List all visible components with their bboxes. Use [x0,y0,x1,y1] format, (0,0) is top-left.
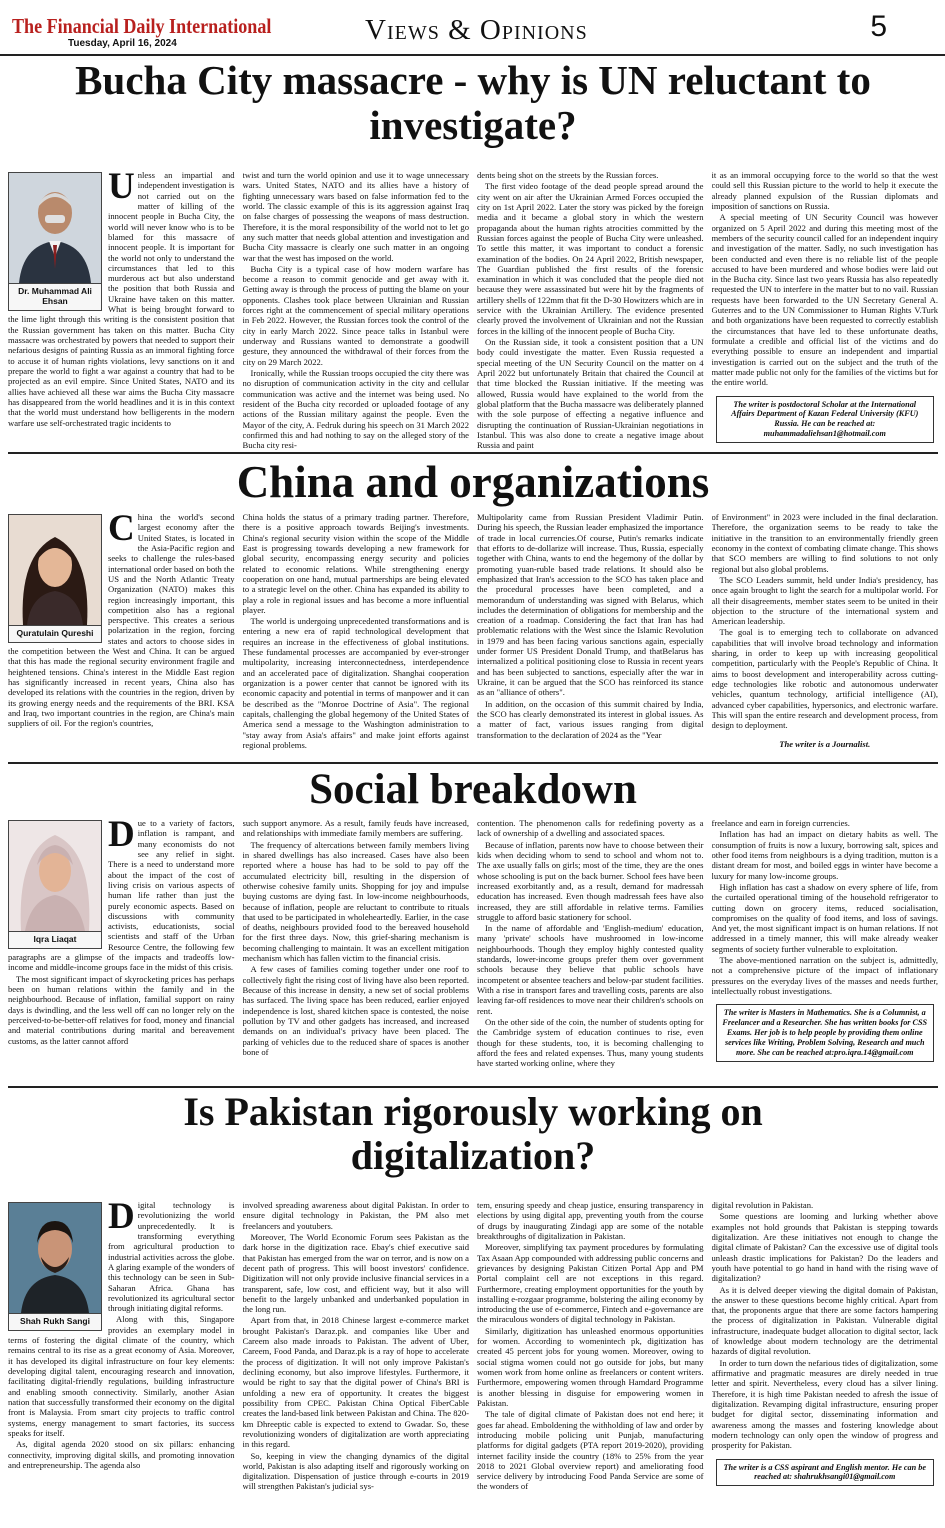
article-column [477,818,704,1084]
paper-date: Tuesday, April 16, 2024 [68,38,177,49]
article-paragraph: As, digital agenda 2020 stood on six pillars: enhancing connectivity, improving digital skills, and promoting innovation and entrepreneurship. The agenda also [8,1439,235,1470]
article-paragraph: digital revolution in Pakistan. [711,1200,814,1210]
article-paragraph: The SCO Leaders summit, held under India's presidency, has once again brought to light the search for a multipolar world. For all their disagreements, member states seem to be united in their objection to the structure of the international system and American leadership. [711,574,938,627]
article-paragraph: On the Russian side, it took a consistent position that a UN body could investigate the matter. Even Russia requested a special meeting of the UN Security Council on the matter on 4 April 2022 but unfortunately Britain that chaired the Council at that time blocked the Russian initiative. If the meeting was allowed, Russia would have explained to the world from the global platform that the Bucha massacre was deliberately planned with the sole purpose of effecting a negative influence and disrupting the continuation of Russian-Ukrainian negotiations in Istanbul. This was also done to create a negative image about Russia and paint [477,337,704,450]
article-paragraph: Apart from that, in 2018 Chinese largest e-commerce market brought Pakistan's Daraz.pk. and companies like Uber and Careem also made inroads to Pakistan. The advent of Uber, Careem, Food Panda, and Daraz.pk is a ray of hope to accelerate the process of digitization. It will not only improve Pakistan's declining economy, but also improve lifestyles. Furthermore, it would be right to say that the digital power of China's BRI is unfolding a new era of opportunity. It creates the biggest possibility from CPEC. Pakistan China Optical FiberCable creates the land-based link between Pakistan and China. The 820-km Dhreeptic cable is expected to extend to Gwadar. So, these revolutionizing wonders of digitalization are worth appreciating in this regard. [242,1315,469,1450]
article-column [8,1200,235,1524]
article-paragraph: dents being shot on the streets by the Russian forces. [477,170,659,180]
article-paragraph: Inflation has had an impact on dietary habits as well. The consumption of fruits is now a luxury, borrowing salt, spices and other food items from neighbours is a dying tradition, mutton is a distant dream for most, and boiled eggs in winter have become a luxury for many low-income groups. [711,829,938,881]
article-paragraph: Multipolarity came from Russian President Vladimir Putin. During his speech, the Russian leader emphasized the importance of trade in local currencies.Of course, Putin's remarks indicate that efforts to de-dollarize will increase. Thus, Russia, especially together with China, wants to end the hegemony of the dollar by promoting yuan-ruble based trade relations. It should also be emphasized that Iran's accession to the SCO has taken place and the procedural processes have been completed, and a memorandum of understanding was signed with Belarus, which includes the determination of obligations for membership and the creation of a roadmap. Considering the fact that Iran has had problematic relations with the West since the Islamic Revolution in 1979 and has been facing various sanctions again, especially under former US President Donald Trump, and thatBelarus has internalized a political positioning close to Russia in recent years and has been subjected to sanctions, especially after the war in Ukraine, it can be argued that the SCO has reinforced its stance as an "alliance of others". [477,512,704,698]
writer-note: The writer is Masters in Mathematics. She is a Columnist, a Freelancer and a Researcher. She has written books for CSS Exams. Her job is to help people by providing them online services like Writing, Problem Solving, Research and much more. She can be reached at:pro.iqra.14@gmail.com [716,1004,935,1061]
article-paragraph: ue to a variety of factors, inflation is rampant, and many economists do not see any relief in sight. There is a need to understand more about the impact of the cost of living crisis on various aspects of human life rather than just the purely economic aspects. Based on discussions with community activists, educationists, social scientists and staff of the Urban Resource Centre, the following few paragraphs are a glimpse of the impacts and tradeoffs low-income and middle-income groups face in the midst of this crisis. [8,818,235,973]
article-paragraph: The above-mentioned narration on the subject is, admittedly, not a comprehensive picture of the impact of inflationary pressures on the everyday lives of the masses and needs further, intellectually robust investigations. [711,955,938,996]
author-name: Iqra Liaqat [9,931,101,948]
drop-cap: U [108,170,135,207]
article-paragraph: hina the world's second largest economy after the United States, is located in the Asia-Pacific region and seeks to challenge the rules-based international order based on both the US and the North Atlantic Treaty Organization (NATO) makes this region increasingly important, this competition also has a regional perspective. This creates a serious polarization in the region, forcing states and actors to choose sides in the competition between the West and China. It can be argued that this has made the regional security environment fragile and heightened tensions. China's interest in the Middle East region has significantly increased in recent years, China also has developed its relations with the countries in the region, driven by its growing energy needs and the requirements of the BRI. KSA and Iraq, two important countries in the region, are China's main suppliers of oil. For the region's countries, [8,512,235,729]
article-paragraph: High inflation has cast a shadow on every sphere of life, from the curtailed operational timing of the household refrigerator to cutting down on grocery items, reduced socialisation, compromises on the quality of food items, and loss of savings. And yet, the most significant impact is on human relations. If not addressed in a timely manner, this will make already weaker segments of society further vulnerable to exploitation. [711,881,938,954]
article-column [712,818,939,1084]
article-paragraph: In the name of affordable and 'English-medium' education, many 'private' schools have mushroomed in low-income neighbourhoods. Though they employ highly contested quality standards, lower-income groups prefer them over government schools because they believe that public schools have incompetent or absentee teachers and below-par student facilities. With a rise in transport fares and travelling costs, parents are also leaving far-off residences to move near their children's schools on rent. [477,923,704,1016]
author-photo [9,515,101,625]
article-column [243,512,470,760]
author-photo [9,173,101,283]
author-photo [9,821,101,931]
article-column [712,512,939,760]
article-digitalization [8,1090,938,1526]
article-paragraph: contention. The phenomenon calls for redefining poverty as a lack of ownership of a dwelling and associated spaces. [477,818,704,839]
article-paragraph: The first video footage of the dead people spread around the city went on air after the Ukrainian Armed Forces occupied the city on 1st April 2022. Later the story was picked by the foreign media and it became a global story in which the western propaganda about the human rights atrocities committed by the Russian forces against the people of Bucha City were unleashed. To settle this matter, it was important to conduct a forensic examination of the bodies. On 24 April 2022, British newspaper, The Guardian published the first results of the forensic examination in which it was concluded that the people died not because they were assassinated but were hit by the fragments of artillery shells of 122mm that fit the D-30 Howitzers which are in service with the Ukrainian Artillery. The evidence presented clearly proved the involvement of Ukrainian and not the Russian forces in the killing of the innocent people of Bucha City. [477,181,704,336]
article-column [8,170,235,450]
article-paragraph: In order to turn down the nefarious tides of digitalization, some affirmative and pragmatic measures are direly needed in true letter and spirit. Nevertheless, every cloud has a silver lining. Therefore, it is high time Pakistan needed to afresh the issue of digitalization. Revamping digital infrastructure, ensuring proper budget for digital sector, disseminating information and awareness among the masses and fostering knowledge about modern technology can only open the window of progress and prosperity for Pakistan. [711,1357,938,1451]
article-paragraph: A special meeting of UN Security Council was however organized on 5 April 2022 and during this meeting most of the members of the security council called for an independent inquiry and investigation of the matter. Sadly, no such investigation has been conducted and even there is no reliable list of the people accused to have been murdered and whose bodies were laid out in the Bucha city. Since last two years Russia has also repeatedly requested the UN to interfere in the matter but to no vail. Russian requests have been forwarded to the UN Secretary General A. Guterres and to the UN Commissioner to Human Rights V.Turk and both organizations have been requested to correctly establish the circumstances that have led to these unfortunate deaths, formulate a credible and official list of the victims and do everything possible to ensure an independent and impartial investigation is carried out on the subject and the truth of the matter made public not only for the families of the victims but for the entire world. [711,212,938,388]
author-box [8,514,102,643]
article-paragraph: nless an impartial and independent investigation is not carried out on the matter of killing of the innocent people in Bucha City, the world will never know who is to be blamed for this massacre of innocent people. It is important for the world not only to understand the circumstances that led to this murderous act but also understand the position that both Russia and Ukraine have taken on this matter. What is being brought forward to the lime light through this writing is the consistent position that the Russian government has taken on this matter. Bucha City massacre was orchestrated by powers that needed to support their nefarious designs of painting Russia as an immoral fighting force to accuse it of human rights violations, levy sanctions on it and prepare the world to fight a war against a country that had to be projected as an evil empire. Since United States, NATO and its allies have achieved all these war aims the Bucha City massacre has disappeared from the world headlines and it is in this context that the world must understand how belligerents in the modern warfare use self-orchestrated tragic incidents to [8,170,235,428]
author-box [8,1202,102,1331]
article-column [243,170,470,450]
author-name: Quratulain Qureshi [9,625,101,642]
article-column [477,1200,704,1524]
article-paragraph: China holds the status of a primary trading partner. Therefore, there is a positive approach towards Beijing's investments. China's regional security vision within the scope of the Middle East is progressing towards developing a new framework for global security, encompassing energy security and policies related to economic relations. While strengthening energy cooperation on one hand, mutual partnerships are being elevated to a strategic level on the other. China has expanded its ability to play a role in regional issues and has become a more influential player. [242,512,469,615]
article-headline: China and organizations [236,457,710,507]
writer-note: The writer is a Journalist. [779,738,871,749]
drop-cap: D [108,818,135,855]
page-number: 5 [870,10,887,43]
article-paragraph: it as an immoral occupying force to the world so that the west could sell this Russian picture to the world to help it execute the already planned expulsion of the Russian diplomats and imposition of sanctions on Russia. [711,170,938,211]
article-column [477,170,704,450]
section-divider [8,1086,938,1088]
drop-cap: D [108,1200,135,1237]
section-divider [8,762,938,764]
article-paragraph: igital technology is revolutionizing the world unprecedentedly. It is transforming everything from agricultural production to industrial activities across the globe. A glaring example of the wonders of this technology can be seen in Sub-Saharan Africa. Ghana has revolutionized its agricultural sector through initiating digital reforms. [108,1200,235,1314]
article-paragraph: Moreover, The World Economic Forum sees Pakistan as the dark horse in the digitization race. Ebay's chief executive said that Pakistan has emerged from the war on terror, and is now on a decent path of progress. This will boost investors' confidence. Digitization will not only provide inclusive financial services in a transparent, safe, low cost, and efficient way, but it also will benefit to the largely unbanked and underbanked population in the long run. [242,1231,469,1315]
article-paragraph: A few cases of families coming together under one roof to collectively fight the rising cost of living have also been reported. Because of this increase in density, a new set of social problems has surfaced. The living space has been reduced, earlier enjoyed independence is lost, shared kitchen space is contested, the noise pollution by TV and other gadgets has increased, and increased demands on an individual's privacy have been placed. The parking of vehicles due to the reduced share of spaces is another bone of [242,964,469,1057]
article-paragraph: involved spreading awareness about digital Pakistan. In order to ensure digital technology in Pakistan, the PM also met freelancers and youtubers. [242,1200,469,1231]
article-paragraph: tem, ensuring speedy and cheap justice, ensuring transparency in elections by using digital app, preventing youth from the course of drugs by inaugurating Zindagi app are some of the notable breakthroughs of digitalization in Pakistan. [477,1200,704,1241]
article-paragraph: The tale of digital climate of Pakistan does not end here; it goes far ahead. Emboldening the withholding of law and order by introducing mobile policing unit Punjab, manufacturing platforms for digital gadgets (PTA report 2019-2020), providing internet facility inside the country (18% to 25% from the year 2018 to 2021 Global overview report) and ameliorating food service delivery by introducing Food Panda Service are some of the wonders of [477,1409,704,1492]
article-social [8,766,938,1084]
article-paragraph: The most significant impact of skyrocketing prices has perhaps been on human relations within the family and in the neighbourhood. Because of inflation, familial support on rainy days is dwindling, and the less well off can no longer rely on the perceived-to-be-better-off relatives for food, money and financial and material contributions during marital and bereavement customs, as the latter cannot afford [8,973,235,1046]
article-paragraph: twist and turn the world opinion and use it to wage unnecessary wars. United States, NATO and its allies have a history of fighting unnecessary wars based on false information fed to the world. The classic example of this is its aggression against Iraq on false charges of possessing the weapons of mass destruction. Therefore, it is the moral responsibility of the world not to let go any such matter that needs global attention and investigation and Bucha City massacre is clearly one such matter in an ongoing war that the west has imposed on the world. [242,170,469,263]
article-paragraph: As it is delved deeper viewing the digital domain of Pakistan, the answer to these questions become highly critical. Apart from that, the proponents argue that there are some factors hampering the process of digitalization in Pakistan. Vulnerable digital infrastructure, inadequate budget allocation to digital sector, lack of knowledge about modern technology are the detrimental hazards of digital revolution. [711,1284,938,1357]
article-headline: Bucha City massacre - why is UN reluctant to investigate? [75,57,871,149]
drop-cap: C [108,512,135,549]
article-paragraph: Because of inflation, parents now have to choose between their kids when deciding whom to send to school and whom not to. The axe usually falls on girls; most of the time, they are the ones whose schooling is put on the back burner. School fees have been increased exorbitantly and, as a result, demand for madressah education has increased. Even though madressah fees have also increased, they are still affordable in relative terms. Families struggle to afford basic stationery for school. [477,839,704,922]
article-headline: Is Pakistan rigorously working on digitalization? [183,1089,763,1178]
article-paragraph: such support anymore. As a result, family feuds have increased, and relationships with immediate family members are suffering. [242,818,469,839]
article-paragraph: Along with this, Singapore provides an exemplary model in terms of fostering the digital climate of the country, which remains central to its rise as a great economy of Asia. Moreover, it has developed its digital infrastructure on four key elements: developing digital talent, encouraging research and innovation, facilitating digital-friendly regulations, building infrastructure and enabling smooth connectivity. Similarly, another Asian nation that successfully transformed their economy on the digital front is Malaysia. From smart city projects to traffic control systems, energy management to smart factories, its success speaks for itself. [8,1314,235,1438]
article-china [8,458,938,760]
article-columns [8,170,938,450]
writer-note: The writer is postdoctoral Scholar at the International Affairs Department of Kazan Federal University (KFU) Russia. He can be reached at: muhammadaliehsan1@hotmail.com [716,396,935,443]
author-photo [9,1203,101,1313]
article-column [712,170,939,450]
article-bucha [8,58,938,450]
article-column [8,818,235,1084]
article-paragraph: Ironically, while the Russian troops occupied the city there was no disruption of communication activity in the city and cellular communication was active and the internet was being used. No resident of the Bucha city recorded or uploaded footage of any actions of the Russian military against the people. Even the Mayor of the city, A. Fedruk during his speech on 31 March 2022 confirmed this and had nothing to say on the alleged story of the Bucha city resi- [242,367,469,450]
article-column [243,818,470,1084]
article-columns [8,818,938,1084]
article-paragraph: On the other side of the coin, the number of students opting for the Cambridge system of education continues to rise, even though for these students, too, it is becoming challenging to afford the fees and related expenses. Thus, many young students have started working online, where they [477,1016,704,1069]
article-column [243,1200,470,1524]
article-paragraph: Similarly, digitization has unleashed enormous opportunities for women. According to womenintech pk, digitization has created 45 percent jobs for young women. Moreover, owing to social stigma women could not go outside for jobs, but many women work from home online as freelancers or content writers. Furthermore, empowering women through Hamdard Programme is another blessing in disguise for empowering women in Pakistan. [477,1325,704,1408]
article-paragraph: The frequency of altercations between family members living in shared dwellings has also increased. Cases have also been reported where a house has had to be sold to pay off the accumulated electricity bill, resulting in the dispersion of otherwise cohesive family units. Shopping for joy and impulse buying customs are dying fast. In low-income neighbourhoods, because of inflation, people are reluctant to contribute to rituals that used to be participated in wholeheartedly. Earlier, in the case of deaths, neighbours provided food to the bereaved household for the first three days. Now, this grief-sharing mechanism is becoming challenging to maintain. It was an excellent mitigation mechanism which has fallen victim to the financial crisis. [242,839,469,964]
author-box [8,820,102,949]
article-paragraph: The goal is to emerging tech to collaborate on advanced capabilities that will involve broad technology and information sharing, in order to keep up with increasing geopolitical competition, particularly with the People's Republic of China. It aims to boost development and interoperability across cutting-edge technologies like robotic and autonomous underwater vehicles, quantum technology, artificial intelligence (AI), advanced cyber capabilities, hypersonics, and electronic warfare. This will span the entire research and development process, from design to deployment. [711,627,938,731]
masthead [0,0,945,56]
article-paragraph: freelance and earn in foreign currencies. [711,818,850,828]
article-paragraph: of Environment" in 2023 were included in the final declaration. Therefore, the organization seems to be ready to take the initiative in the transition to an environmentally friendly green economy in the context of combating climate change. This shows that SCO members are willing to find solutions to not only regional but also global problems. [711,512,938,574]
article-paragraph: So, keeping in view the changing dynamics of the digital world, Pakistan is also adapting itself and rigorously working on digitalization. Dispensation of justice through e-courts in 2019 will strengthen Pakistan's judicial sys- [242,1450,469,1492]
author-box [8,172,102,311]
article-paragraph: The world is undergoing unprecedented transformations and is entering a new era of rapid technological development that requires an increase in the effectiveness of global institutions. These fundamental processes are accompanied by ever-stronger multipolarity, increasing interconnectedness, interdependence and an accelerated pace of digitalization. Shanghai cooperation organization is a power center that cannot be ignored with its economic capacity and potential in terms of manpower and it can be described as the "Monroe Doctrine of Asia". The regional capitals, challenging the global hegemony of the United States of America send a message to the Washington administration to "stay away from Asia's affairs" and make joint efforts against regional problems. [242,616,469,750]
article-paragraph: Bucha City is a typical case of how modern warfare has become a reason to commit genocide and get away with it. Getting away is through the process of putting the blame on your opponents. Clashes took place between Ukrainian and Russian forces right at the commencement of special military operations in Feb 2022. However, the Russian forces took the control of the city in early March 2022. Since peace talks in Istanbul were underway and Russians wanted to demonstrate a goodwill gesture, they announced the withdrawal of their forces from the city on 29 March 2022. [242,263,469,367]
paper-name: The Financial Daily International [12,14,272,38]
article-paragraph: Moreover, simplifying tax payment procedures by formulating Tax Asaan App compounded with addressing public concerns and grievances by designing Pakistan Citizen Portal App and PM Portal complaint cell are not exceptions in this regard. Furthermore, creating employment opportunities for the youth by installing e-rozgaar programme, bolstering the ailing economy by introducing the use of e-commerce, Fintech and e-governance are the miraculous wonders of digital technology in Pakistan. [477,1242,704,1325]
article-headline: Social breakdown [309,766,637,813]
section-divider [8,452,938,454]
article-columns [8,1200,938,1524]
author-name: Dr. Muhammad Ali Ehsan [9,283,101,310]
article-paragraph: In addition, on the occasion of this summit chaired by India, the SCO has clearly demonstrated its interest in global issues. As a matter of fact, various issues ranging from digital transformation to the declaration of 2024 as the "Year [477,698,704,740]
article-column [8,512,235,760]
author-name: Shah Rukh Sangi [9,1313,101,1330]
article-column [712,1200,939,1524]
writer-note: The writer is a CSS aspirant and English mentor. He can be reached at: shahrukhsangi01@gmail.com [716,1459,935,1487]
article-columns [8,512,938,760]
article-paragraph: Some questions are looming and lurking whether above examples not hold grounds that Pakistan is stepping towards digitalization. Are these initiatives not enough to change the digital climate of Pakistan? Can the excessive use of digital tools unleash drastic implications for Pakistan? Do the leaders and youth have potential to go hand in hand with the rising wave of digitalization? [711,1211,938,1284]
article-column [477,512,704,760]
section-title: Views & Opinions [365,14,588,46]
